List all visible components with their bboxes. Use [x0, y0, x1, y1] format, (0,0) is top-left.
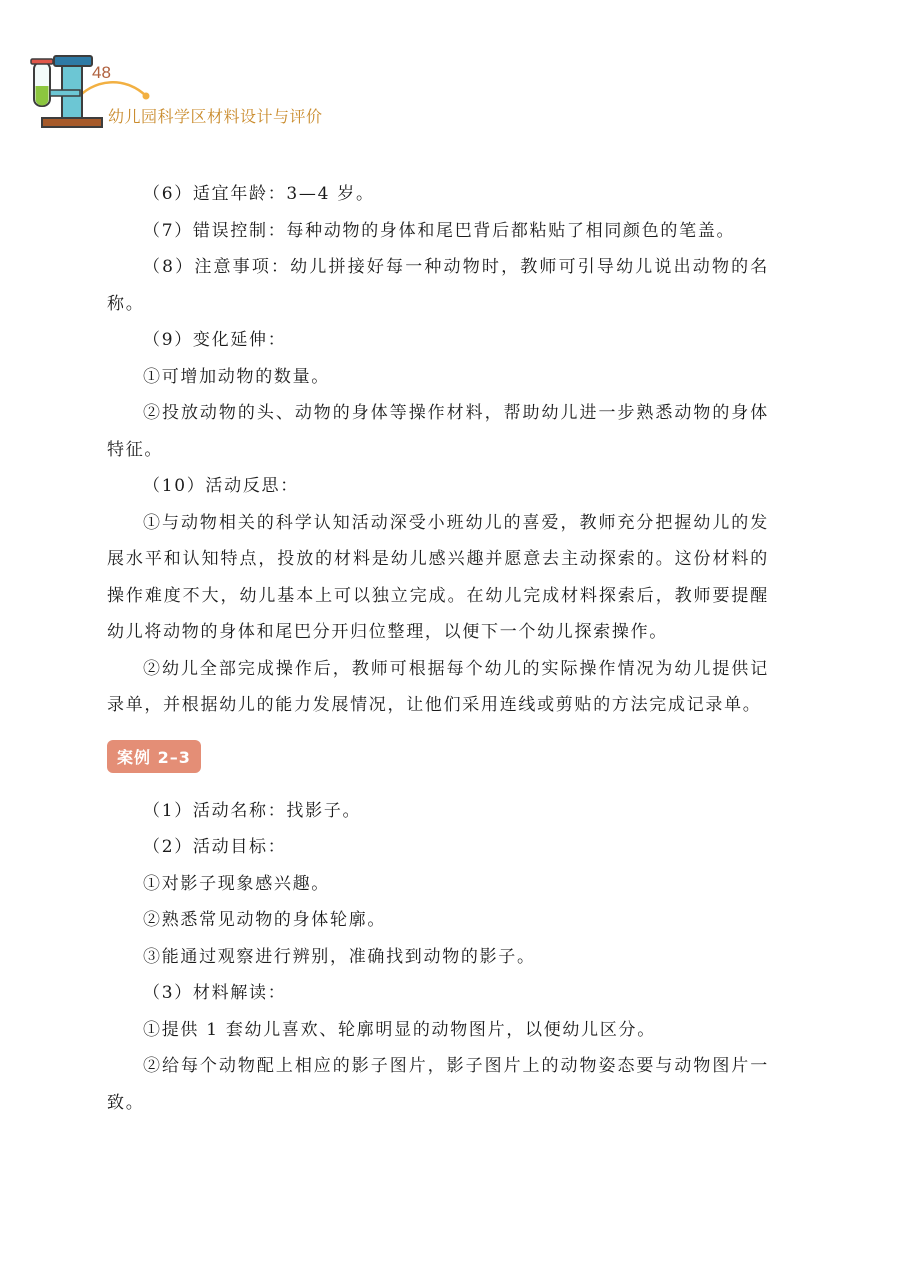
- paragraph: ②给每个动物配上相应的影子图片，影子图片上的动物姿态要与动物图片一致。: [107, 1056, 769, 1113]
- paragraph: （9）变化延伸：: [143, 330, 287, 350]
- page-number: 48: [92, 63, 111, 82]
- paragraph: （7）错误控制：每种动物的身体和尾巴背后都粘贴了相同颜色的笔盖。: [143, 220, 736, 241]
- paragraph: ③能通过观察进行辨别，准确找到动物的影子。: [143, 946, 536, 967]
- paragraph: （8）注意事项：幼儿拼接好每一种动物时，教师可引导幼儿说出动物的名称。: [107, 257, 769, 314]
- case-label-badge: 案例 2–3: [107, 740, 201, 773]
- paragraph: ①可增加动物的数量。: [143, 366, 330, 387]
- paragraph: ①与动物相关的科学认知活动深受小班幼儿的喜爱，教师充分把握幼儿的发展水平和认知特点，投放的材料是幼儿感兴趣并愿意去主动探索的。这份材料的操作难度不大，幼儿基本上可以独立完成。在幼儿完成材料探索后，教师要提醒幼儿将动物的身体和尾巴分开归位整理，以便下一个幼儿探索操作。: [107, 512, 769, 642]
- paragraph: （2）活动目标：: [143, 837, 287, 857]
- book-title: 幼儿园科学区材料设计与评价: [108, 107, 323, 126]
- page-header: [0, 0, 900, 140]
- paragraph: ①对影子现象感兴趣。: [143, 873, 330, 894]
- paragraph: ①提供 1 套幼儿喜欢、轮廓明显的动物图片，以便幼儿区分。: [143, 1019, 656, 1040]
- paragraph: ②投放动物的头、动物的身体等操作材料，帮助幼儿进一步熟悉动物的身体特征。: [107, 403, 769, 460]
- paragraph: （3）材料解读：: [143, 983, 287, 1003]
- paragraph: ②幼儿全部完成操作后，教师可根据每个幼儿的实际操作情况为幼儿提供记录单，并根据幼儿的能力发展情况，让他们采用连线或剪贴的方法完成记录单。: [107, 658, 769, 715]
- paragraph: （10）活动反思：: [143, 476, 299, 496]
- paragraph: （6）适宜年龄：3—4 岁。: [143, 184, 375, 204]
- paragraph: ②熟悉常见动物的身体轮廓。: [143, 910, 387, 930]
- page-content: [107, 176, 769, 1121]
- paragraph: （1）活动名称：找影子。: [143, 800, 362, 821]
